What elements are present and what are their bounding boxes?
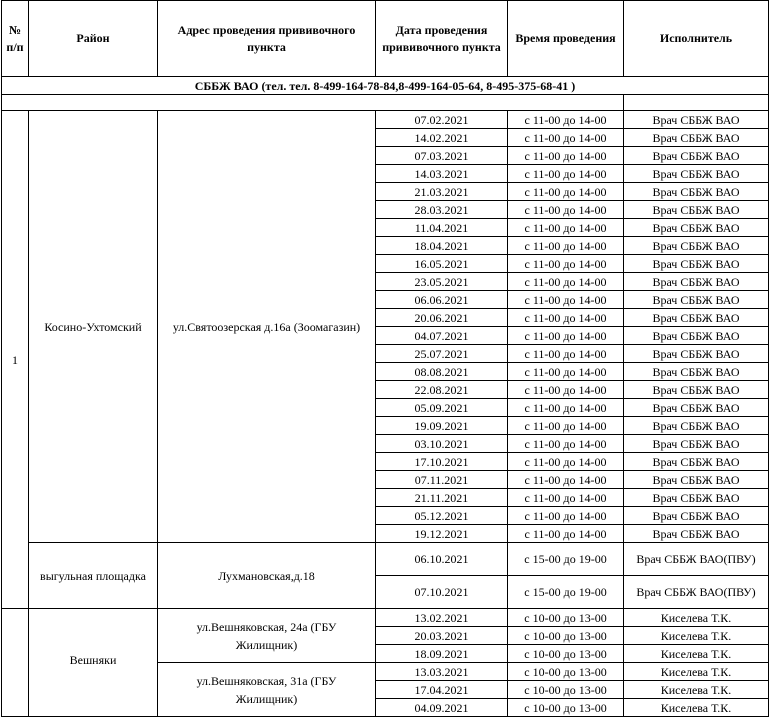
executor-cell: Киселева Т.К. (624, 645, 769, 663)
time-cell: с 11-00 до 14-00 (508, 111, 624, 129)
executor-cell: Врач СББЖ ВАО (624, 471, 769, 489)
date-cell: 13.02.2021 (376, 609, 508, 627)
date-cell: 25.07.2021 (376, 345, 508, 363)
time-cell: с 11-00 до 14-00 (508, 129, 624, 147)
date-cell: 08.08.2021 (376, 363, 508, 381)
date-cell: 21.11.2021 (376, 489, 508, 507)
time-cell: с 11-00 до 14-00 (508, 435, 624, 453)
executor-cell: Врач СББЖ ВАО (624, 435, 769, 453)
address-cell: Лухмановская,д.18 (158, 543, 376, 609)
executor-cell: Врач СББЖ ВАО (624, 507, 769, 525)
row-number: 1 (2, 111, 29, 609)
date-cell: 03.10.2021 (376, 435, 508, 453)
executor-cell: Врач СББЖ ВАО (624, 327, 769, 345)
executor-cell: Врач СББЖ ВАО (624, 273, 769, 291)
executor-cell: Киселева Т.К. (624, 609, 769, 627)
table-row (2, 111, 769, 129)
time-cell: с 11-00 до 14-00 (508, 165, 624, 183)
time-cell: с 11-00 до 14-00 (508, 507, 624, 525)
empty-row (2, 95, 769, 111)
executor-cell: Врач СББЖ ВАО (624, 309, 769, 327)
header-time: Время проведения (508, 1, 624, 77)
time-cell: с 15-00 до 19-00 (508, 576, 624, 609)
date-cell: 05.09.2021 (376, 399, 508, 417)
executor-cell: Врач СББЖ ВАО (624, 399, 769, 417)
executor-cell: Врач СББЖ ВАО (624, 345, 769, 363)
time-cell: с 10-00 до 13-00 (508, 609, 624, 627)
date-cell: 20.03.2021 (376, 627, 508, 645)
time-cell: с 11-00 до 14-00 (508, 219, 624, 237)
executor-cell: Киселева Т.К. (624, 681, 769, 699)
executor-cell: Киселева Т.К. (624, 627, 769, 645)
date-cell: 07.10.2021 (376, 576, 508, 609)
time-cell: с 11-00 до 14-00 (508, 147, 624, 165)
date-cell: 17.04.2021 (376, 681, 508, 699)
executor-cell: Врач СББЖ ВАО (624, 453, 769, 471)
org-title-row (2, 77, 769, 95)
executor-cell: Врач СББЖ ВАО (624, 525, 769, 543)
date-cell: 23.05.2021 (376, 273, 508, 291)
time-cell: с 11-00 до 14-00 (508, 237, 624, 255)
date-cell: 18.09.2021 (376, 645, 508, 663)
date-cell: 22.08.2021 (376, 381, 508, 399)
address-cell: ул.Вешняковская, 24а (ГБУ Жилищник) (158, 609, 376, 663)
date-cell: 07.03.2021 (376, 147, 508, 165)
executor-cell: Врач СББЖ ВАО (624, 237, 769, 255)
date-cell: 07.02.2021 (376, 111, 508, 129)
time-cell: с 15-00 до 19-00 (508, 543, 624, 576)
executor-cell: Киселева Т.К. (624, 663, 769, 681)
executor-cell: Врач СББЖ ВАО (624, 111, 769, 129)
date-cell: 11.04.2021 (376, 219, 508, 237)
table-row (2, 543, 769, 576)
time-cell: с 11-00 до 14-00 (508, 291, 624, 309)
date-cell: 19.09.2021 (376, 417, 508, 435)
header-date: Дата проведения прививочного пункта (376, 1, 508, 77)
date-cell: 17.10.2021 (376, 453, 508, 471)
executor-cell: Врач СББЖ ВАО(ПВУ) (624, 576, 769, 609)
executor-cell: Врач СББЖ ВАО (624, 381, 769, 399)
empty-cell (624, 95, 769, 111)
header-address: Адрес проведения прививочного пункта (158, 1, 376, 77)
time-cell: с 10-00 до 13-00 (508, 663, 624, 681)
district-cell: Вешняки (29, 609, 158, 717)
time-cell: с 11-00 до 14-00 (508, 201, 624, 219)
executor-cell: Врач СББЖ ВАО (624, 417, 769, 435)
time-cell: с 11-00 до 14-00 (508, 471, 624, 489)
row-number (2, 609, 29, 717)
date-cell: 06.06.2021 (376, 291, 508, 309)
header-row (2, 1, 769, 77)
empty-cell (2, 95, 624, 111)
executor-cell: Врач СББЖ ВАО (624, 147, 769, 165)
header-district: Район (29, 1, 158, 77)
district-cell: выгульная площадка (29, 543, 158, 609)
date-cell: 06.10.2021 (376, 543, 508, 576)
time-cell: с 11-00 до 14-00 (508, 363, 624, 381)
date-cell: 19.12.2021 (376, 525, 508, 543)
date-cell: 13.03.2021 (376, 663, 508, 681)
address-cell: ул.Святоозерская д.16а (Зоомагазин) (158, 111, 376, 543)
date-cell: 05.12.2021 (376, 507, 508, 525)
time-cell: с 11-00 до 14-00 (508, 381, 624, 399)
time-cell: с 10-00 до 13-00 (508, 699, 624, 717)
time-cell: с 11-00 до 14-00 (508, 345, 624, 363)
executor-cell: Врач СББЖ ВАО (624, 291, 769, 309)
table-row (2, 609, 769, 627)
executor-cell: Врач СББЖ ВАО (624, 363, 769, 381)
date-cell: 14.02.2021 (376, 129, 508, 147)
time-cell: с 11-00 до 14-00 (508, 309, 624, 327)
date-cell: 20.06.2021 (376, 309, 508, 327)
time-cell: с 11-00 до 14-00 (508, 273, 624, 291)
time-cell: с 11-00 до 14-00 (508, 183, 624, 201)
time-cell: с 11-00 до 14-00 (508, 399, 624, 417)
district-cell: Косино-Ухтомский (29, 111, 158, 543)
time-cell: с 11-00 до 14-00 (508, 525, 624, 543)
header-num: № п/п (2, 1, 29, 77)
time-cell: с 11-00 до 14-00 (508, 489, 624, 507)
date-cell: 16.05.2021 (376, 255, 508, 273)
date-cell: 21.03.2021 (376, 183, 508, 201)
date-cell: 04.07.2021 (376, 327, 508, 345)
date-cell: 04.09.2021 (376, 699, 508, 717)
time-cell: с 10-00 до 13-00 (508, 645, 624, 663)
org-title: СББЖ ВАО (тел. тел. 8-499-164-78-84,8-499-164-05-64, 8-495-375-68-41 ) (2, 77, 769, 95)
time-cell: с 11-00 до 14-00 (508, 453, 624, 471)
date-cell: 28.03.2021 (376, 201, 508, 219)
executor-cell: Врач СББЖ ВАО (624, 219, 769, 237)
executor-cell: Врач СББЖ ВАО (624, 489, 769, 507)
schedule-table (1, 0, 769, 717)
executor-cell: Врач СББЖ ВАО (624, 255, 769, 273)
executor-cell: Врач СББЖ ВАО (624, 165, 769, 183)
address-cell: ул.Вешняковская, 31а (ГБУ Жилищник) (158, 663, 376, 717)
time-cell: с 11-00 до 14-00 (508, 255, 624, 273)
header-executor: Исполнитель (624, 1, 769, 77)
time-cell: с 11-00 до 14-00 (508, 417, 624, 435)
executor-cell: Врач СББЖ ВАО (624, 201, 769, 219)
time-cell: с 10-00 до 13-00 (508, 681, 624, 699)
executor-cell: Врач СББЖ ВАО (624, 129, 769, 147)
executor-cell: Врач СББЖ ВАО (624, 183, 769, 201)
date-cell: 07.11.2021 (376, 471, 508, 489)
date-cell: 14.03.2021 (376, 165, 508, 183)
time-cell: с 11-00 до 14-00 (508, 327, 624, 345)
time-cell: с 10-00 до 13-00 (508, 627, 624, 645)
date-cell: 18.04.2021 (376, 237, 508, 255)
executor-cell: Киселева Т.К. (624, 699, 769, 717)
executor-cell: Врач СББЖ ВАО(ПВУ) (624, 543, 769, 576)
